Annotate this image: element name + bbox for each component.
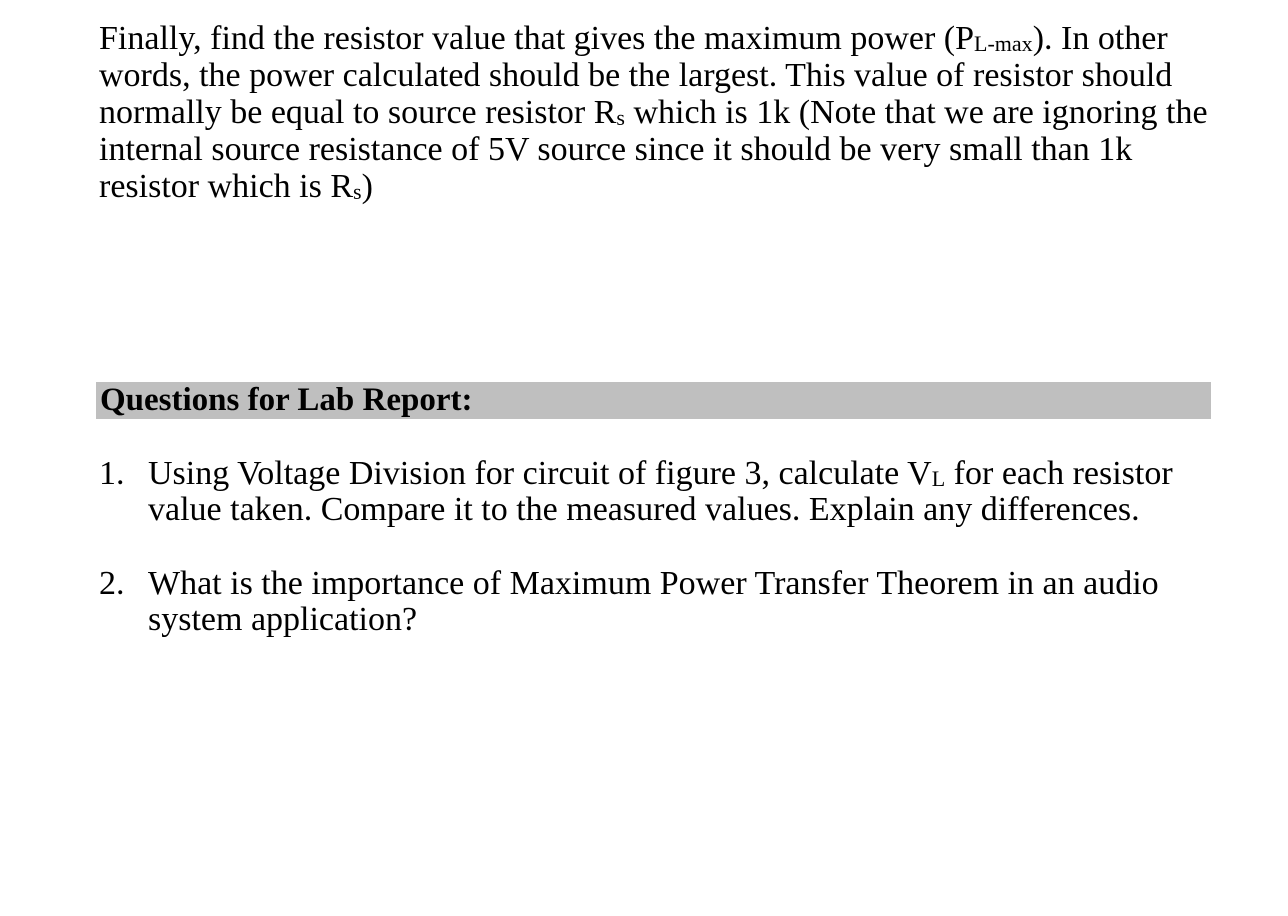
subscript-l: L	[931, 466, 946, 491]
intro-paragraph	[99, 20, 1219, 205]
list-item	[99, 456, 1219, 528]
question-text-part: Using Voltage Division for circuit of figure 3, calculate V	[148, 455, 932, 492]
intro-text-part: ). In other words, the power calculated should be the largest. This value of resistor should normally be equal to source resistor R	[99, 20, 1173, 131]
question-text-part: for each resistor value taken. Compare it to the measured values. Explain any differences.	[148, 455, 1173, 528]
intro-text-part: Finally, find the resistor value that gives the maximum power (P	[99, 20, 975, 57]
intro-text-part: )	[361, 168, 373, 205]
section-heading: Questions for Lab Report:	[100, 382, 473, 418]
question-text: What is the importance of Maximum Power Transfer Theorem in an audio system application?	[148, 565, 1159, 638]
subscript-l-max: L-max	[974, 31, 1033, 56]
subscript-s: s	[353, 179, 362, 204]
question-text	[148, 455, 1173, 528]
question-number: 1.	[99, 455, 125, 492]
subscript-s: s	[616, 105, 625, 130]
question-number: 2.	[99, 565, 125, 602]
intro-text-part: which is 1k (Note that we are ignoring the internal source resistance of 5V source since it should be very small than 1k resistor which is R	[99, 94, 1208, 205]
questions-list	[99, 456, 1219, 638]
list-item	[99, 566, 1219, 638]
section-heading-bar	[96, 382, 1211, 419]
